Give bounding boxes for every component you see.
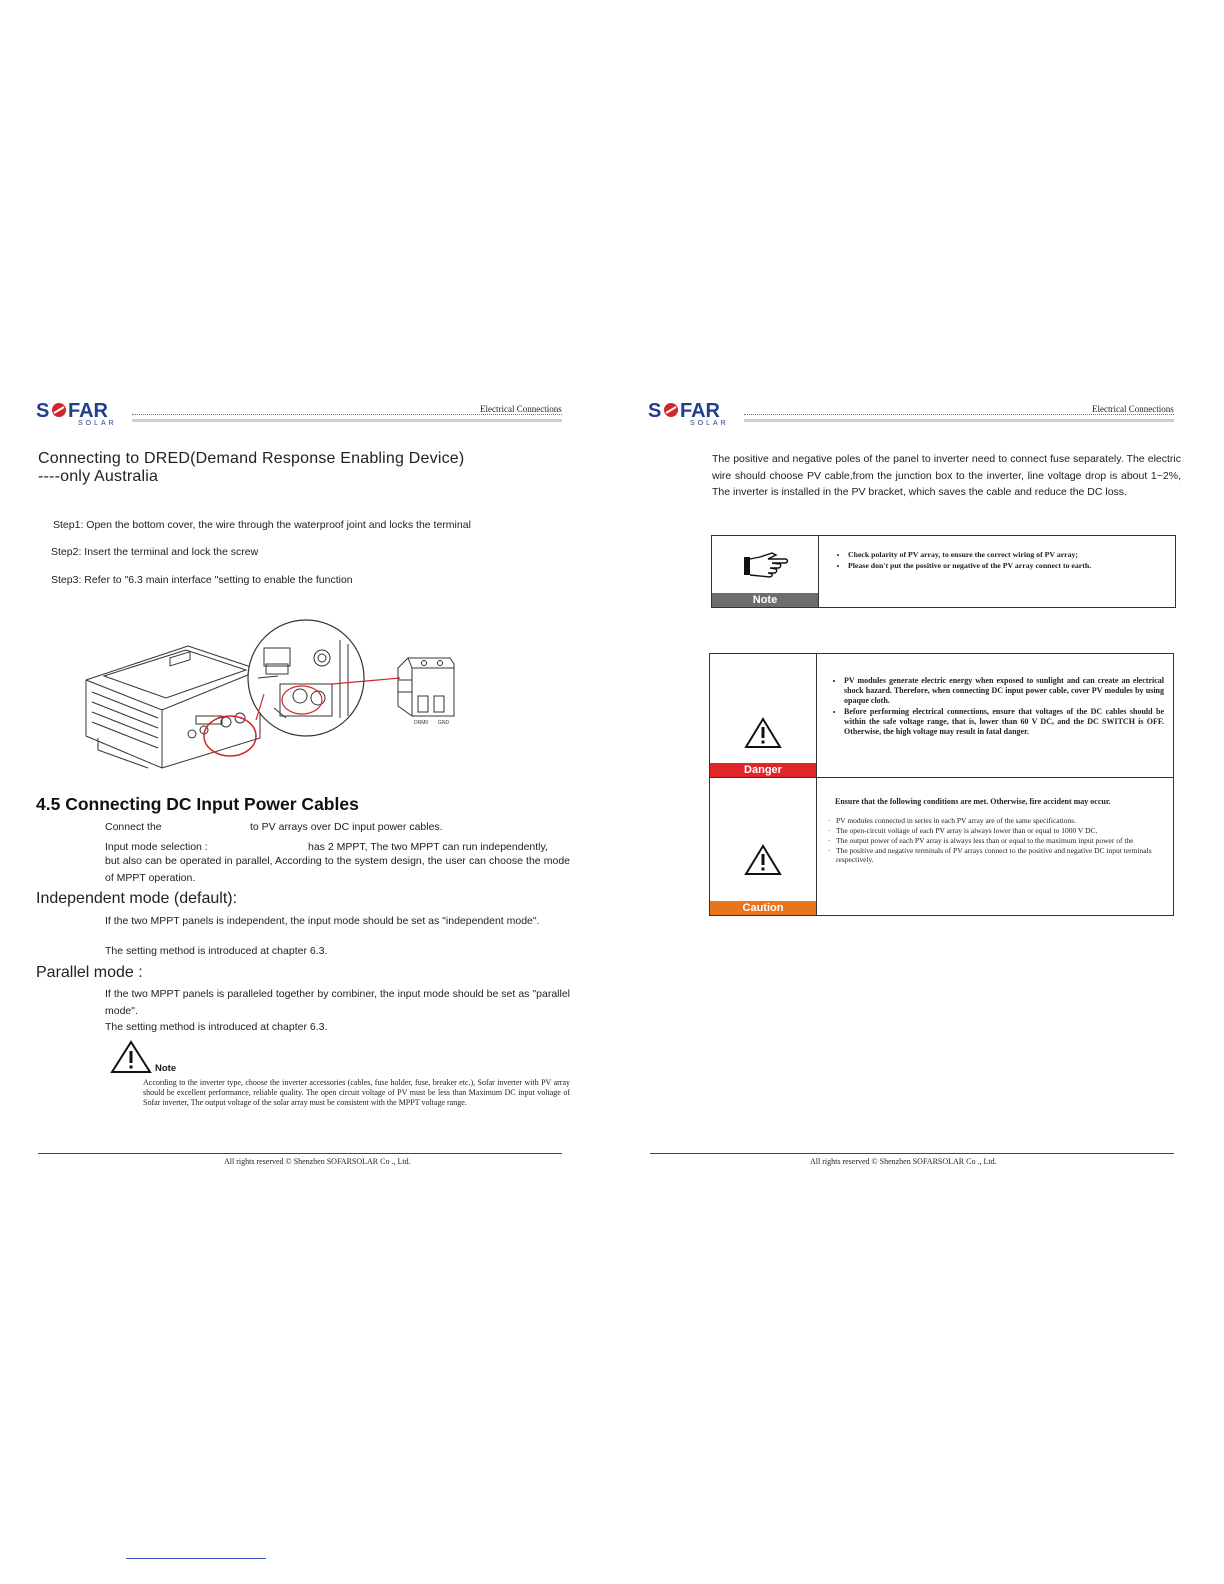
header-title: Electrical Connections <box>480 404 562 414</box>
section-title: 4.5 Connecting DC Input Power Cables <box>36 794 359 814</box>
pointing-hand-icon <box>742 551 792 581</box>
danger-warning-icon <box>744 717 782 749</box>
step-3: Step3: Refer to "6.3 main interface "setting to enable the function <box>51 574 353 586</box>
diagram-label-gnd: GND <box>438 720 450 726</box>
header-band <box>132 419 562 422</box>
svg-text:SOLAR: SOLAR <box>690 420 729 427</box>
independent-mode-text: If the two MPPT panels is independent, the input mode should be set as "independent mode". <box>105 915 540 927</box>
footer-copyright: All rights reserved © Shenzhen SOFARSOLAR Co ., Ltd. <box>810 1157 997 1166</box>
independent-mode-setting: The setting method is introduced at chapter 6.3. <box>105 945 328 957</box>
footer-copyright: All rights reserved © Shenzhen SOFARSOLAR Co ., Ltd. <box>224 1157 411 1166</box>
link-underline <box>126 1558 266 1559</box>
danger-label: Danger <box>710 763 816 777</box>
sofar-logo-left <box>36 399 136 429</box>
note-box-label: Note <box>712 593 818 607</box>
note-text: According to the inverter type, choose the inverter accessories (cables, fuse holder, fuse, breaker etc.), Sofar inverter with PV array should be excellent performance, reliable quality. The open circuit voltage of PV must be less than Maximum DC input voltage of Sofar inverter, The output voltage of the solar array must be consistent with the MPPT voltage range. <box>143 1078 570 1107</box>
note-label: Note <box>155 1063 177 1074</box>
intro-paragraph: The positive and negative poles of the panel to inverter need to connect fuse separately. The electric wire should choose PV cable,from the junction box to the inverter, line voltage drop is about 1~2%, The inverter is installed in the PV bracket, which saves the cable and reduce the DC loss. <box>712 453 1181 498</box>
dred-title-line2: ----only Australia <box>38 468 159 485</box>
parallel-mode-title: Parallel mode : <box>36 964 143 981</box>
input-mode-label: Input mode selection : <box>105 841 208 853</box>
step-1: Step1: Open the bottom cover, the wire through the waterproof joint and locks the terminal <box>53 519 471 531</box>
footer-rule <box>650 1153 1174 1154</box>
parallel-mode-setting: The setting method is introduced at chapter 6.3. <box>105 1021 328 1033</box>
note-box-item: • Please don't put the positive or negative of the PV array connect to earth. <box>848 561 1168 571</box>
connect-text-b: to PV arrays over DC input power cables. <box>250 821 443 833</box>
input-mode-text: has 2 MPPT, The two MPPT can run independently, <box>308 841 548 853</box>
connect-text-a: Connect the <box>105 821 162 833</box>
safety-box <box>709 653 1174 916</box>
caution-item: · The output power of each PV array is always less than or equal to the maximum input power of the <box>836 836 1165 845</box>
svg-text:FAR: FAR <box>680 400 720 422</box>
independent-mode-title: Independent mode (default): <box>36 890 238 907</box>
svg-text:S: S <box>648 400 662 422</box>
diagram-label-drm0: DRM0 <box>414 720 429 726</box>
svg-text:SOLAR: SOLAR <box>78 420 117 427</box>
note-box <box>711 535 1176 608</box>
danger-item: • Before performing electrical connections, ensure that voltages of the DC cables should be within the safe voltage range, that is, lower than 60 V DC, and the DC SWITCH is OFF. Otherwise, the high voltage may result in fatal danger. <box>844 707 1164 737</box>
caution-item: · PV modules connected in series in each PV array are of the same specifications. <box>836 816 1165 825</box>
sofar-logo-right <box>648 399 748 429</box>
svg-text:FAR: FAR <box>68 400 108 422</box>
caution-item: · The open-circuit voltage of each PV array is always lower than or equal to 1000 V DC. <box>836 826 1165 835</box>
dred-wiring-diagram <box>78 618 468 778</box>
danger-item: • PV modules generate electric energy when exposed to sunlight and can create an electrical shock hazard. Therefore, when connecting DC input power cable, cover PV modules by using opaque cloth. <box>844 676 1164 706</box>
input-mode-continued: but also can be operated in parallel, According to the system design, the user can choose the mode of MPPT operation. <box>105 855 570 884</box>
caution-item: · The positive and negative terminals of PV arrays connect to the positive and negative DC input terminals respectively. <box>836 846 1165 864</box>
footer-rule <box>38 1153 562 1154</box>
header-title: Electrical Connections <box>1092 404 1174 414</box>
header-band <box>744 419 1174 422</box>
svg-text:S: S <box>36 400 50 422</box>
caution-label: Caution <box>710 901 816 915</box>
note-box-item: • Check polarity of PV array, to ensure the correct wiring of PV array; <box>848 550 1168 560</box>
warning-triangle-icon <box>110 1040 152 1074</box>
header-dotted-line <box>744 414 1174 415</box>
dred-title-line1: Connecting to DRED(Demand Response Enabling Device) <box>38 450 465 467</box>
parallel-mode-text: If the two MPPT panels is paralleled together by combiner, the input mode should be set as "parallel mode". <box>105 988 570 1017</box>
step-2: Step2: Insert the terminal and lock the screw <box>51 546 259 558</box>
header-dotted-line <box>132 414 562 415</box>
caution-heading: Ensure that the following conditions are met. Otherwise, fire accident may occur. <box>835 797 1111 806</box>
caution-warning-icon <box>744 844 782 876</box>
